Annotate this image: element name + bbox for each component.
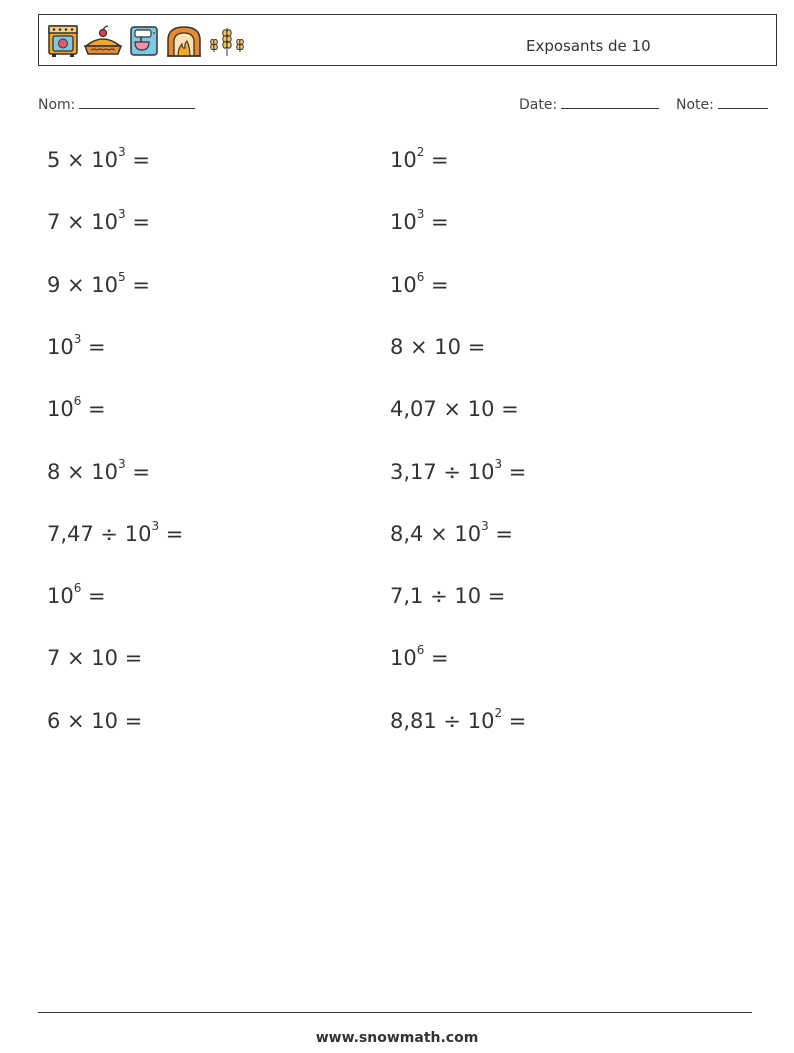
grade-blank: [718, 94, 768, 109]
problem-item: [47, 332, 106, 359]
problem-expression: 8 × 10 =: [390, 335, 486, 359]
problem-expression: 10: [47, 335, 74, 359]
problem-exponent: 3: [118, 457, 126, 471]
problem-exponent: 3: [118, 145, 126, 159]
problem-equals: =: [424, 210, 449, 234]
problem-item: [47, 519, 184, 546]
problem-item: [390, 397, 519, 421]
problem-exponent: 6: [416, 270, 425, 284]
name-label: Nom:: [38, 97, 76, 113]
problem-equals: =: [488, 522, 513, 546]
problem-expression: 8,4 × 10: [390, 522, 482, 546]
header-box: [38, 14, 777, 66]
header-icons: [47, 21, 247, 61]
name-field: [38, 94, 195, 113]
problem-expression: 7 × 10 =: [47, 646, 143, 670]
problem-expression: 4,07 × 10 =: [390, 397, 519, 421]
problem-exponent: 3: [494, 457, 503, 471]
name-blank: [79, 94, 195, 109]
problem-item: [47, 394, 106, 421]
problem-expression: 8 × 10: [47, 460, 119, 484]
problem-exponent: 2: [494, 706, 503, 720]
grade-label: Note:: [676, 97, 714, 113]
problem-equals: =: [159, 522, 184, 546]
problem-expression: 10: [390, 646, 417, 670]
problem-item: [47, 145, 150, 172]
problem-equals: =: [81, 584, 106, 608]
problem-equals: =: [125, 460, 150, 484]
problem-item: [390, 519, 513, 546]
problem-equals: =: [125, 148, 150, 172]
footer-url: www.snowmath.com: [315, 1030, 479, 1046]
problem-equals: =: [81, 335, 106, 359]
problem-item: [390, 270, 449, 297]
problem-exponent: 6: [73, 581, 82, 595]
problem-exponent: 3: [151, 519, 160, 533]
fireplace-oven-icon: [165, 24, 203, 58]
problem-expression: 5 × 10: [47, 148, 119, 172]
problem-expression: 8,81 ÷ 10: [390, 709, 495, 733]
problem-item: [47, 709, 142, 733]
date-field: [519, 94, 659, 113]
problem-expression: 10: [390, 148, 417, 172]
oven-icon: [47, 24, 79, 58]
problem-item: [47, 457, 150, 484]
problem-item: [390, 335, 485, 359]
problem-equals: =: [125, 210, 150, 234]
problem-item: [47, 207, 150, 234]
problem-exponent: 2: [416, 145, 425, 159]
problem-item: [47, 270, 150, 297]
problem-expression: 10: [390, 273, 417, 297]
problem-equals: =: [424, 148, 449, 172]
problem-expression: 3,17 ÷ 10: [390, 460, 495, 484]
problem-equals: =: [502, 460, 527, 484]
footer-divider: [38, 1012, 752, 1013]
problem-equals: =: [424, 646, 449, 670]
problem-expression: 6 × 10 =: [47, 709, 143, 733]
problem-exponent: 6: [416, 643, 425, 657]
problem-item: [390, 706, 527, 733]
problem-item: [390, 643, 449, 670]
problem-item: [47, 646, 142, 670]
problem-expression: 7 × 10: [47, 210, 119, 234]
problem-exponent: 3: [481, 519, 489, 533]
problem-equals: =: [502, 709, 527, 733]
problem-exponent: 3: [73, 332, 82, 346]
problem-item: [47, 581, 106, 608]
problem-item: [390, 207, 449, 234]
problem-expression: 10: [47, 397, 74, 421]
problem-expression: 7,1 ÷ 10 =: [390, 584, 506, 608]
stand-mixer-icon: [127, 24, 161, 58]
problem-item: [390, 145, 449, 172]
problem-item: [390, 584, 505, 608]
date-blank: [561, 94, 659, 109]
problem-equals: =: [81, 397, 106, 421]
problem-exponent: 6: [73, 394, 82, 408]
problem-exponent: 3: [118, 207, 126, 221]
wheat-icon: [207, 24, 247, 58]
problem-expression: 9 × 10: [47, 273, 119, 297]
problem-equals: =: [125, 273, 150, 297]
worksheet-title: Exposants de 10: [526, 37, 651, 55]
problem-expression: 7,47 ÷ 10: [47, 522, 152, 546]
problem-exponent: 5: [118, 270, 126, 284]
problem-expression: 10: [390, 210, 417, 234]
problem-exponent: 3: [416, 207, 425, 221]
date-label: Date:: [519, 97, 558, 113]
grade-field: [676, 94, 768, 113]
pie-icon: [83, 24, 123, 58]
problem-expression: 10: [47, 584, 74, 608]
problem-equals: =: [424, 273, 449, 297]
problem-item: [390, 457, 527, 484]
